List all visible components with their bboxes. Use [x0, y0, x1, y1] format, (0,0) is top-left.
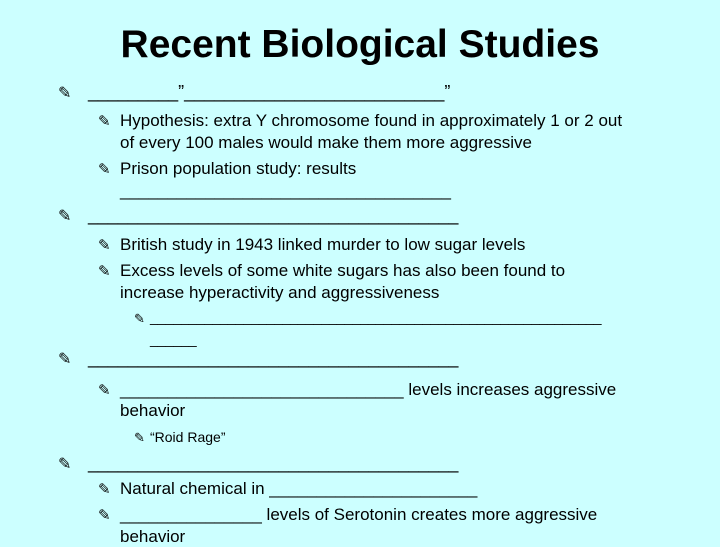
bullet-icon: ✎: [58, 351, 72, 368]
bullet-icon: ✎: [98, 237, 111, 254]
bullet-text-continuation: increase hyperactivity and aggressiveness: [120, 283, 440, 302]
bullet-text: _____________________________________: [88, 205, 459, 225]
bullet-text: ______________________________ levels increases aggressive: [120, 380, 617, 399]
bullet-text-continuation: of every 100 males would make them more aggressive: [120, 133, 532, 152]
bullet-icon: ✎: [98, 113, 111, 130]
bullet-icon: ✎: [58, 208, 72, 225]
bullet-text: Excess levels of some white sugars has also been found to: [120, 261, 566, 280]
bullet-text: “Roid Rage”: [150, 429, 226, 445]
bullet-text: _________”__________________________”: [88, 82, 451, 102]
bullet-icon: ✎: [98, 481, 111, 498]
bullet-text: _____________________________________: [88, 348, 459, 368]
bullet-text: _____________________________________: [88, 453, 459, 473]
bullet-text: Natural chemical in ______________________: [120, 479, 478, 498]
bullet-icon: ✎: [58, 85, 72, 102]
bullet-icon: ✎: [98, 263, 111, 280]
bullet-icon: ✎: [98, 382, 111, 399]
bullet-text: Hypothesis: extra Y chromosome found in approximately 1 or 2 out: [120, 111, 623, 130]
bullet-text: Prison population study: results: [120, 159, 357, 178]
bullet-text-continuation: ______: [150, 331, 197, 347]
bullet-text-continuation: ___________________________________: [120, 181, 451, 200]
bullet-text: __________________________________________________________: [150, 309, 602, 325]
bullet-text: British study in 1943 linked murder to low sugar levels: [120, 235, 526, 254]
bullet-text: _______________ levels of Serotonin creates more aggressive: [120, 505, 598, 524]
bullet-icon: ✎: [98, 161, 111, 178]
bullet-icon: ✎: [98, 507, 111, 524]
bullet-text-continuation: behavior: [120, 401, 186, 420]
bullet-icon: ✎: [58, 456, 72, 473]
page-title: Recent Biological Studies: [120, 23, 600, 66]
bullet-icon: ✎: [134, 311, 145, 326]
bullet-icon: ✎: [134, 430, 145, 445]
bullet-text-continuation: behavior: [120, 527, 186, 546]
